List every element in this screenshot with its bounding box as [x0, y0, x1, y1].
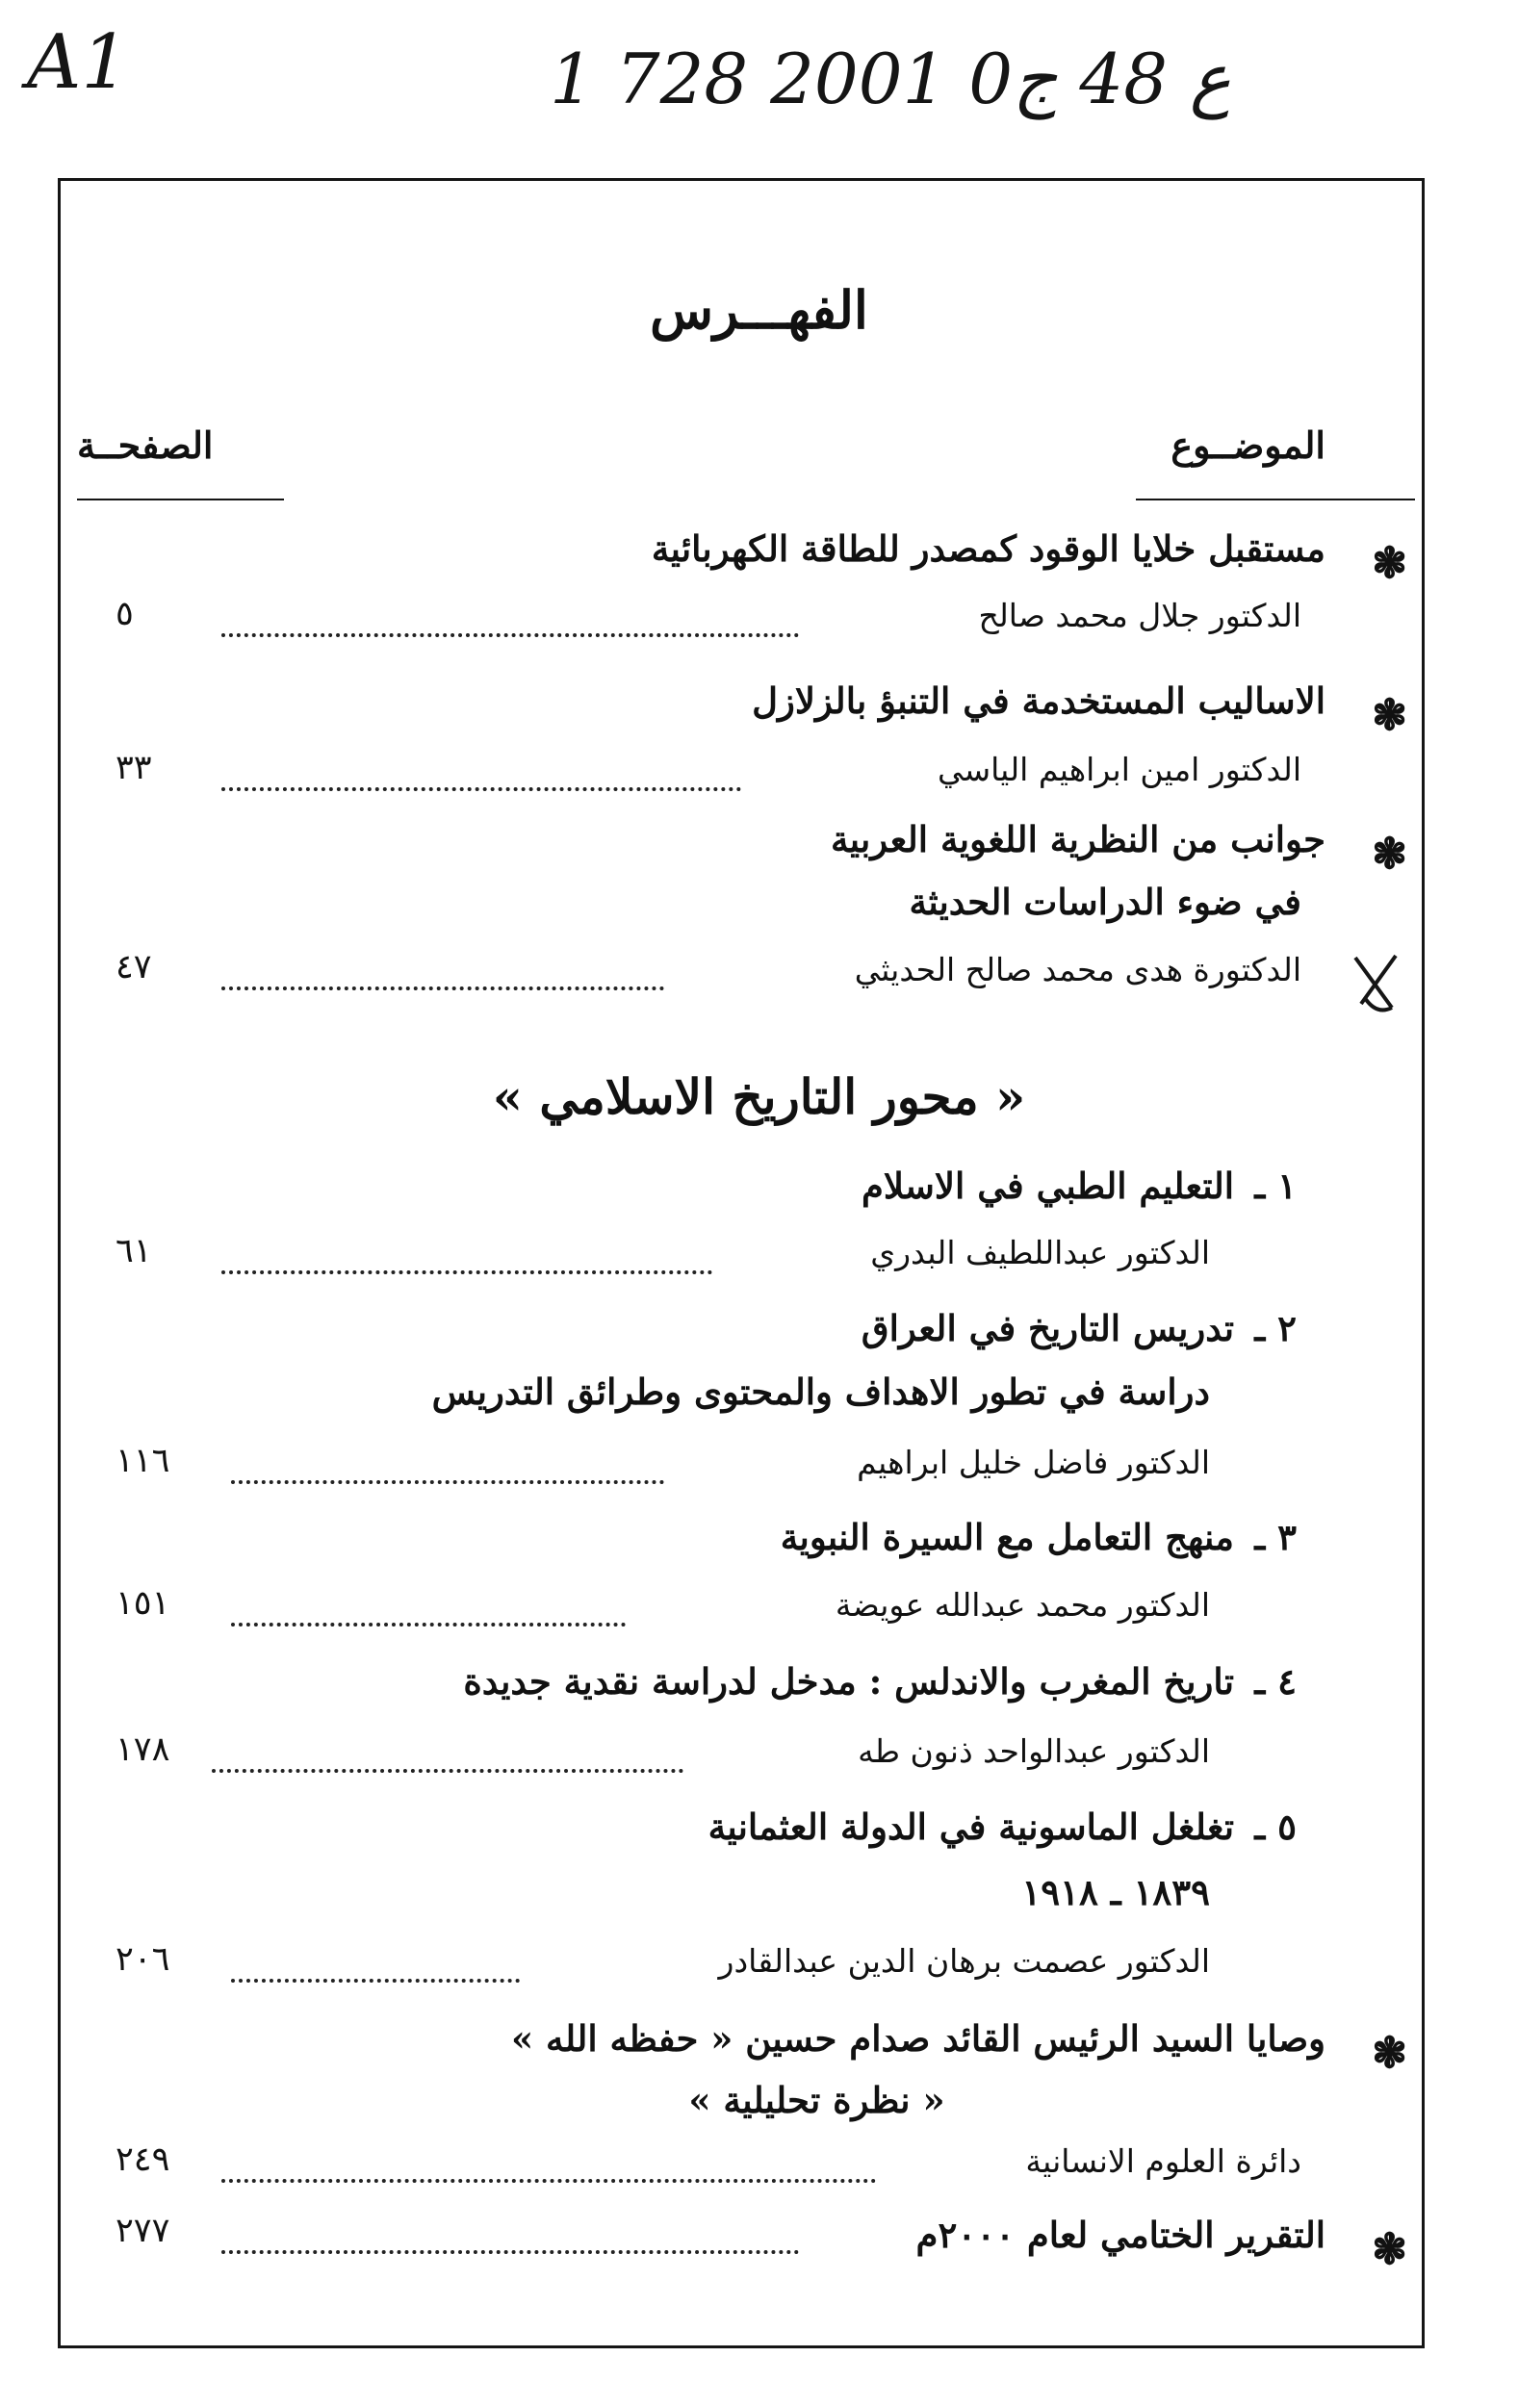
topic-header-rule	[1136, 499, 1415, 500]
handwritten-serial: 1 ع 48 ج0 2001 728	[550, 38, 1231, 119]
leader-dots	[221, 633, 799, 637]
section-entry-number: ٢ ـ	[1254, 1307, 1297, 1349]
handwritten-x-mark-icon	[1348, 948, 1405, 1015]
section-entry-page: ١٧٨	[116, 1730, 170, 1769]
section-entry-author: الدكتور فاضل خليل ابراهيم	[857, 1444, 1210, 1481]
section-entry-title: التعليم الطبي في الاسلام	[861, 1165, 1234, 1207]
entry-title: مستقبل خلايا الوقود كمصدر للطاقة الكهربائية	[651, 527, 1325, 570]
section-entry-author: الدكتور عصمت برهان الدين عبدالقادر	[718, 1942, 1210, 1980]
entry-page: ٥	[116, 595, 134, 633]
section-entry-title: منهج التعامل مع السيرة النبوية	[780, 1516, 1234, 1558]
section-entry-author: الدكتور محمد عبدالله عويضة	[835, 1586, 1210, 1624]
section-entry-page: ١٥١	[116, 1584, 170, 1623]
section-entry-title-continued: ١٨٣٩ ـ ١٩١٨	[1021, 1871, 1210, 1913]
section-entry-author: الدكتور عبداللطيف البدري	[870, 1234, 1210, 1271]
leader-dots	[221, 986, 664, 990]
entry-title: وصايا السيد الرئيس القائد صدام حسين « حفظه الله »	[511, 2017, 1325, 2060]
entry-author: الدكتور امين ابراهيم الياسي	[937, 751, 1301, 788]
leader-dots	[231, 1623, 626, 1627]
section-entry-page: ١١٦	[116, 1442, 170, 1480]
topic-header: الموضــوع	[1171, 423, 1325, 467]
leader-dots	[221, 787, 741, 791]
entry-page: ٢٧٧	[116, 2212, 170, 2250]
handwritten-mark-left: A1	[27, 19, 129, 106]
page-title: الفهـــرس	[650, 279, 868, 341]
entry-page: ٣٣	[116, 749, 152, 787]
section-heading: « محور التاريخ الاسلامي »	[492, 1068, 1026, 1125]
entry-title: التقرير الختامي لعام ٢٠٠٠م	[915, 2214, 1325, 2256]
entry-author: دائرة العلوم الانسانية	[1025, 2142, 1301, 2180]
entry-title-continued: في ضوء الدراسات الحديثة	[909, 881, 1301, 923]
entry-marker: ❃	[1372, 830, 1407, 879]
page-header: الصفحــة	[77, 423, 214, 467]
entry-marker: ❃	[1372, 2225, 1407, 2274]
section-entry-page: ٢٠٦	[116, 1940, 170, 1979]
section-entry-number: ٥ ـ	[1254, 1806, 1297, 1848]
section-entry-title-continued: دراسة في تطور الاهداف والمحتوى وطرائق التدريس	[431, 1371, 1210, 1413]
leader-dots	[212, 1769, 683, 1773]
entry-author: الدكتور جلال محمد صالح	[978, 597, 1301, 634]
entry-title: جوانب من النظرية اللغوية العربية	[830, 818, 1325, 860]
leader-dots	[231, 1979, 520, 1983]
section-entry-title: تاريخ المغرب والاندلس : مدخل لدراسة نقدية جديدة	[463, 1660, 1234, 1703]
section-entry-number: ١ ـ	[1254, 1165, 1297, 1207]
section-entry-title: تغلغل الماسونية في الدولة العثمانية	[708, 1806, 1234, 1848]
entry-title: الاساليب المستخدمة في التنبؤ بالزلازل	[752, 679, 1325, 722]
entry-author: الدكتورة هدى محمد صالح الحديثي	[854, 951, 1301, 988]
entry-title-continued: « نظرة تحليلية »	[688, 2079, 945, 2121]
section-entry-author: الدكتور عبدالواحد ذنون طه	[858, 1732, 1210, 1770]
page-header-rule	[77, 499, 284, 500]
entry-marker: ❃	[1372, 539, 1407, 588]
entry-marker: ❃	[1372, 691, 1407, 740]
section-entry-title: تدريس التاريخ في العراق	[861, 1307, 1234, 1349]
leader-dots	[221, 2179, 876, 2183]
section-entry-number: ٣ ـ	[1254, 1516, 1297, 1558]
entry-marker: ❃	[1372, 2029, 1407, 2078]
entry-page: ٢٤٩	[116, 2140, 170, 2179]
section-entry-number: ٤ ـ	[1254, 1660, 1297, 1703]
section-entry-page: ٦١	[116, 1232, 152, 1270]
leader-dots	[221, 2250, 799, 2254]
entry-page: ٤٧	[116, 948, 152, 986]
leader-dots	[221, 1270, 712, 1274]
leader-dots	[231, 1480, 664, 1484]
